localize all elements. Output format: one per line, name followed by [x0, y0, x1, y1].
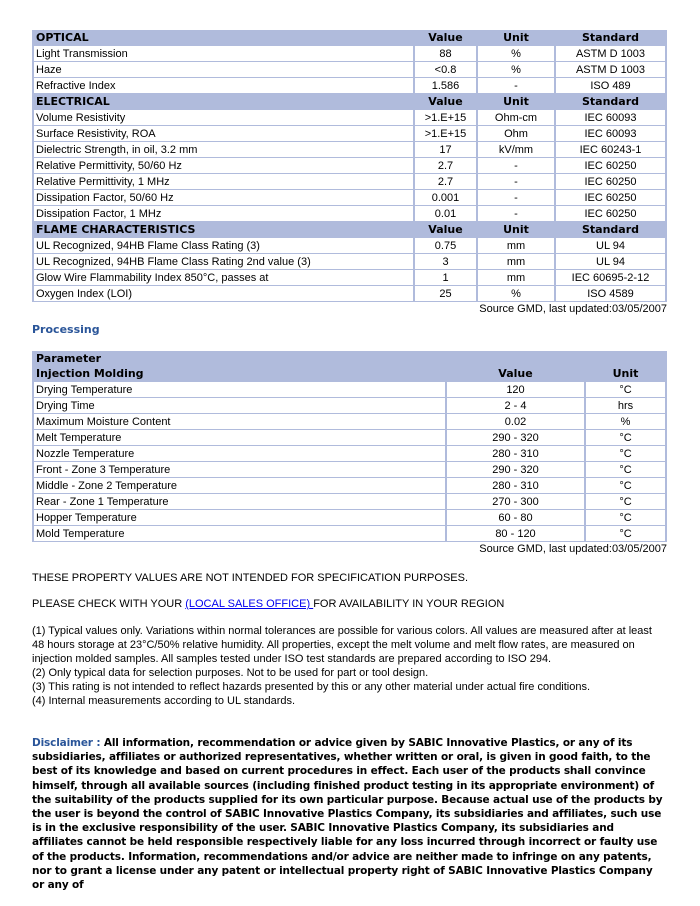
parameter-value: 0.02 [447, 414, 586, 430]
property-value: 17 [415, 142, 478, 158]
property-name: Relative Permittivity, 1 MHz [32, 174, 415, 190]
property-name: UL Recognized, 94HB Flame Class Rating 2nd value (3) [32, 254, 415, 270]
table-row [32, 206, 667, 222]
property-unit: kV/mm [478, 142, 556, 158]
property-standard: IEC 60093 [556, 126, 667, 142]
property-unit: - [478, 78, 556, 94]
property-standard: ISO 4589 [556, 286, 667, 302]
table-row [32, 62, 667, 78]
parameter-unit: °C [586, 478, 667, 494]
property-unit: mm [478, 270, 556, 286]
parameter-value: 280 - 310 [447, 478, 586, 494]
parameter-unit: °C [586, 510, 667, 526]
footnote: (2) Only typical data for selection purposes. Not to be used for part or tool design. [32, 667, 429, 679]
parameter-value: 270 - 300 [447, 494, 586, 510]
disclaimer-label: Disclaimer : [32, 737, 104, 749]
table-row [32, 174, 667, 190]
properties-table [32, 30, 667, 302]
property-value: 3 [415, 254, 478, 270]
footnotes [32, 624, 667, 708]
parameter-unit: °C [586, 382, 667, 398]
section-header-row [32, 30, 667, 46]
parameter-value: 280 - 310 [447, 446, 586, 462]
property-value: <0.8 [415, 62, 478, 78]
header-unit: Unit [478, 94, 556, 110]
processing-table [32, 351, 667, 542]
parameter-unit: hrs [586, 398, 667, 414]
parameter-label: Parameter [32, 351, 667, 366]
disclaimer-text: All information, recommendation or advice given by SABIC Innovative Plastics, or any of its subsidiaries, affiliates or authorized representatives, whether written or oral, is given in good faith, to the best of its knowledge and based on current procedures in effect. Each user of the products shall convince himself, through all available sources (including finished product testing in its appropriate environment) of the suitability of the products supplied for its own particular purpose. Because actual use of the products by the user is beyond the control of SABIC Innovative Plastics Company, its subsidiaries and affiliates, such use is in the exclusive responsibility of the user. SABIC Innovative Plastics Company, its subsidiaries and affiliates cannot be held responsible respectively liable for any loss incurred through incorrect or faulty use of the products. Information, recommendations and/or advice are neither made to infringe on any patents, nor to grant a license under any patent or intellectual property right of SABIC Innovative Plastics Company or any of [32, 737, 663, 892]
table-row [32, 142, 667, 158]
table-row [32, 510, 667, 526]
property-standard: IEC 60695-2-12 [556, 270, 667, 286]
property-standard: ASTM D 1003 [556, 46, 667, 62]
property-unit: mm [478, 238, 556, 254]
local-sales-office-link[interactable]: (LOCAL SALES OFFICE) [185, 598, 314, 610]
spec-notice: THESE PROPERTY VALUES ARE NOT INTENDED FOR SPECIFICATION PURPOSES. [32, 572, 469, 584]
parameter-name: Nozzle Temperature [32, 446, 447, 462]
footnote: (1) Typical values only. Variations within normal tolerances are possible for various colors. All values are measured after at least 48 hours storage at 23°C/50% relative humidity. All properties, except the melt volume and melt flow rates, are measured on injection molded samples. All samples tested under ISO test standards are prepared according to ISO 294. [32, 625, 652, 665]
property-name: Glow Wire Flammability Index 850°C, passes at [32, 270, 415, 286]
section-header-row [32, 222, 667, 238]
header-name: FLAME CHARACTERISTICS [32, 222, 415, 238]
table-row [32, 398, 667, 414]
footnote: (4) Internal measurements according to UL standards. [32, 695, 296, 707]
property-standard: ISO 489 [556, 78, 667, 94]
property-name: Dielectric Strength, in oil, 3.2 mm [32, 142, 415, 158]
property-name: UL Recognized, 94HB Flame Class Rating (3) [32, 238, 415, 254]
parameter-unit: °C [586, 526, 667, 542]
property-name: Dissipation Factor, 50/60 Hz [32, 190, 415, 206]
table-row [32, 238, 667, 254]
property-value: 0.75 [415, 238, 478, 254]
property-unit: mm [478, 254, 556, 270]
header-value: Value [415, 94, 478, 110]
header-value: Value [447, 366, 586, 382]
table-row [32, 414, 667, 430]
property-standard: IEC 60243-1 [556, 142, 667, 158]
property-value: >1.E+15 [415, 110, 478, 126]
property-name: Dissipation Factor, 1 MHz [32, 206, 415, 222]
parameter-unit: °C [586, 494, 667, 510]
table-row [32, 526, 667, 542]
property-unit: - [478, 206, 556, 222]
processing-parameter-header [32, 351, 667, 366]
parameter-name: Front - Zone 3 Temperature [32, 462, 447, 478]
property-value: 1 [415, 270, 478, 286]
parameter-name: Mold Temperature [32, 526, 447, 542]
property-value: 2.7 [415, 174, 478, 190]
parameter-name: Hopper Temperature [32, 510, 447, 526]
properties-source: Source GMD, last updated:03/05/2007 [479, 303, 667, 315]
header-standard: Standard [556, 222, 667, 238]
property-name: Volume Resistivity [32, 110, 415, 126]
processing-header-row [32, 366, 667, 382]
property-standard: UL 94 [556, 254, 667, 270]
property-name: Light Transmission [32, 46, 415, 62]
parameter-value: 290 - 320 [447, 462, 586, 478]
parameter-unit: °C [586, 430, 667, 446]
property-standard: IEC 60250 [556, 206, 667, 222]
table-row [32, 78, 667, 94]
table-row [32, 478, 667, 494]
parameter-value: 290 - 320 [447, 430, 586, 446]
check-prefix: PLEASE CHECK WITH YOUR [32, 598, 186, 610]
table-row [32, 382, 667, 398]
parameter-unit: °C [586, 446, 667, 462]
property-standard: IEC 60250 [556, 158, 667, 174]
property-value: 0.01 [415, 206, 478, 222]
table-row [32, 286, 667, 302]
header-name: ELECTRICAL [32, 94, 415, 110]
property-name: Haze [32, 62, 415, 78]
property-standard: ASTM D 1003 [556, 62, 667, 78]
header-standard: Standard [556, 30, 667, 46]
property-name: Refractive Index [32, 78, 415, 94]
table-row [32, 270, 667, 286]
parameter-value: 120 [447, 382, 586, 398]
page-content [32, 0, 667, 892]
property-name: Oxygen Index (LOI) [32, 286, 415, 302]
parameter-unit: °C [586, 462, 667, 478]
property-name: Surface Resistivity, ROA [32, 126, 415, 142]
header-unit: Unit [478, 30, 556, 46]
property-value: 2.7 [415, 158, 478, 174]
check-suffix: FOR AVAILABILITY IN YOUR REGION [313, 598, 505, 610]
property-value: >1.E+15 [415, 126, 478, 142]
header-name: Injection Molding [32, 366, 447, 382]
property-unit: % [478, 62, 556, 78]
table-row [32, 158, 667, 174]
processing-title: Processing [32, 323, 100, 336]
property-unit: Ohm-cm [478, 110, 556, 126]
parameter-name: Drying Time [32, 398, 447, 414]
property-unit: Ohm [478, 126, 556, 142]
header-name: OPTICAL [32, 30, 415, 46]
property-standard: IEC 60093 [556, 110, 667, 126]
parameter-name: Rear - Zone 1 Temperature [32, 494, 447, 510]
footnote: (3) This rating is not intended to reflect hazards presented by this or any other material under actual fire conditions. [32, 681, 591, 693]
property-name: Relative Permittivity, 50/60 Hz [32, 158, 415, 174]
property-unit: % [478, 46, 556, 62]
parameter-name: Maximum Moisture Content [32, 414, 447, 430]
header-value: Value [415, 222, 478, 238]
parameter-value: 80 - 120 [447, 526, 586, 542]
header-unit: Unit [586, 366, 667, 382]
parameter-name: Middle - Zone 2 Temperature [32, 478, 447, 494]
property-value: 1.586 [415, 78, 478, 94]
property-value: 88 [415, 46, 478, 62]
table-row [32, 446, 667, 462]
property-unit: - [478, 158, 556, 174]
table-row [32, 190, 667, 206]
table-row [32, 494, 667, 510]
header-standard: Standard [556, 94, 667, 110]
section-header-row [32, 94, 667, 110]
property-unit: - [478, 174, 556, 190]
header-unit: Unit [478, 222, 556, 238]
table-row [32, 126, 667, 142]
parameter-name: Drying Temperature [32, 382, 447, 398]
availability-notice [32, 598, 667, 610]
property-unit: - [478, 190, 556, 206]
property-value: 25 [415, 286, 478, 302]
disclaimer [32, 736, 667, 892]
table-row [32, 254, 667, 270]
table-row [32, 46, 667, 62]
table-row [32, 430, 667, 446]
header-value: Value [415, 30, 478, 46]
property-unit: % [478, 286, 556, 302]
parameter-value: 2 - 4 [447, 398, 586, 414]
table-row [32, 110, 667, 126]
property-standard: UL 94 [556, 238, 667, 254]
parameter-name: Melt Temperature [32, 430, 447, 446]
property-standard: IEC 60250 [556, 174, 667, 190]
parameter-value: 60 - 80 [447, 510, 586, 526]
property-standard: IEC 60250 [556, 190, 667, 206]
property-value: 0.001 [415, 190, 478, 206]
parameter-unit: % [586, 414, 667, 430]
table-row [32, 462, 667, 478]
processing-source: Source GMD, last updated:03/05/2007 [479, 543, 667, 555]
